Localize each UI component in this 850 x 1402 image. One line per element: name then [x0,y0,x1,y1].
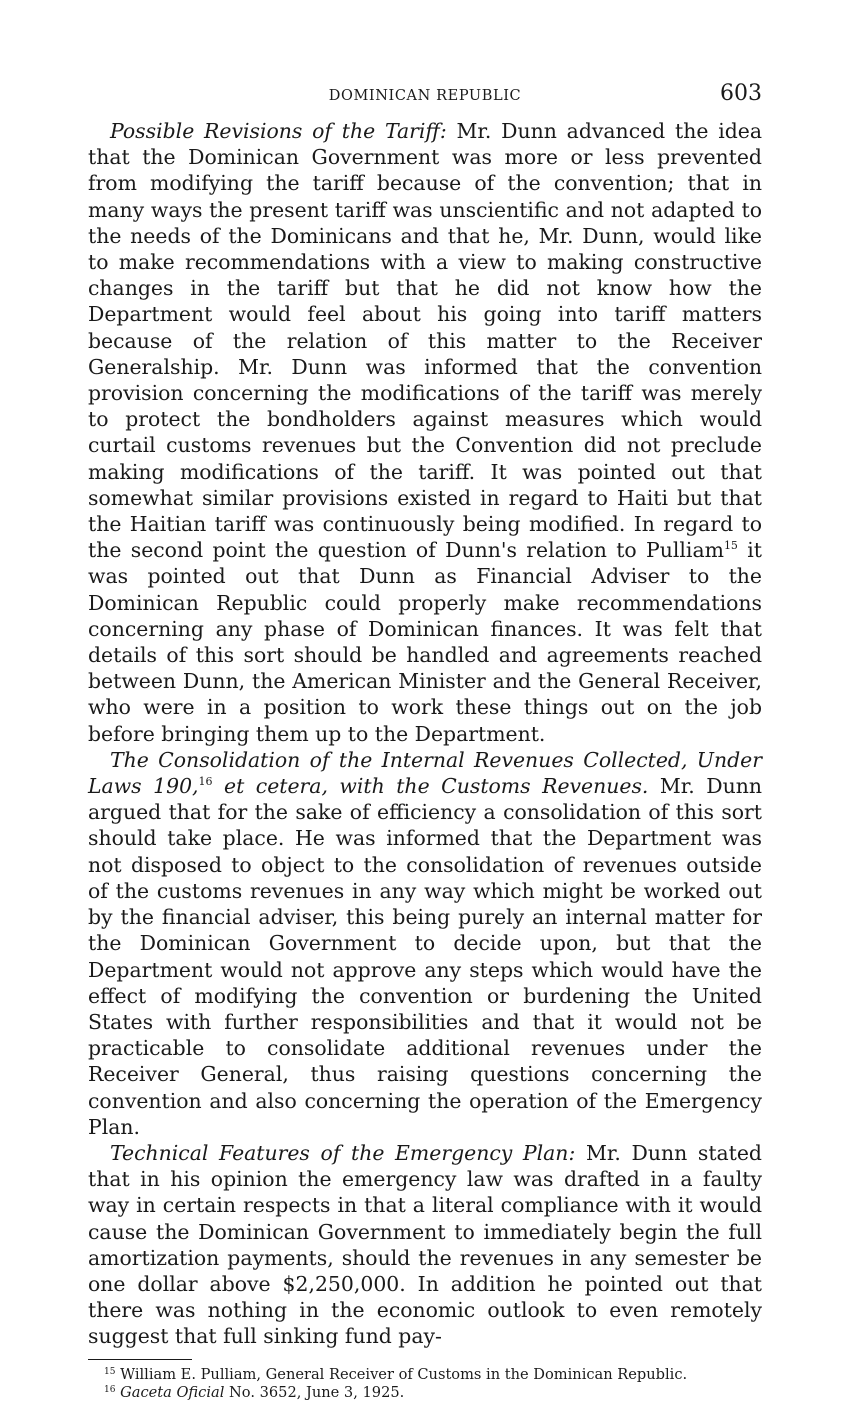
page-number: 603 [720,81,762,106]
footnote-text: William E. Pulliam, General Receiver of Customs in the Dominican Republic. [115,1365,688,1383]
footnote-reference: 16 [198,775,213,789]
paragraph-text: Mr. Dunn stated that in his opinion the emergency law was drafted in a faulty way in certain respects in that a literal compliance with it would cause the Dominican Government to immediately begin the full amortization payments, should the revenues in any semester be one dollar above $2,250,000. In addition he pointed out that there was nothing in the economic outlook to even remotely suggest that full sinking fund pay- [88,1140,762,1349]
footnote-text: No. 3652, June 3, 1925. [224,1383,405,1401]
paragraph-text: Mr. Dunn advanced the idea that the Dominican Government was more or less prevented from modifying the tariff because of the convention; that in many ways the present tariff was unscientific and not adapted to the needs of the Dominicans and that he, Mr. Dunn, would like to make recommendations with a view to making constructive changes in the tariff but that he did not know how the Department would feel about his going into tariff matters because of the relation of this matter to the Receiver Generalship. Mr. Dunn was informed that the convention provision concerning the modifications of the tariff was merely to protect the bondholders against measures which would curtail customs revenues but the Convention did not preclude making modifications of the tariff. It was pointed out that somewhat similar provisions existed in regard to Haiti but that the Haitian tariff was continuously being modified. In regard to the second point the question of Dunn's relation to Pulliam [88,119,762,563]
footnotes [88,1366,762,1402]
paragraph-heading: Possible Revisions of the Tariff: [110,119,447,143]
paragraph-text: it was pointed out that Dunn as Financial Adviser to the Dominican Republic could properly make recommendations concerning any phase of Dominican finances. It was felt that details of this sort should be handled and agreements reached between Dunn, the American Minister and the General Receiver, who were in a position to work these things out on the job before bringing them up to the Department. [88,538,762,746]
footnote-16 [88,1384,762,1402]
paragraph-heading: The Consolidation of the Internal Revenues Collected, Under Laws 190, [88,747,762,799]
paragraph-internal-revenues [88,747,762,1140]
page-header [88,80,762,118]
footnote-marker: 16 [104,1384,116,1395]
paragraph-text: Mr. Dunn argued that for the sake of efficiency a consolidation of this sort should take place. He was informed that the Department was not disposed to object to the consolidation of revenues outside of the customs revenues in any way which might be worked out by the financial adviser, this being purely an internal matter for the Dominican Government to decide upon, but that the Department would not approve any steps which would have the effect of modifying the convention or burdening the United States with further responsibilities and that it would not be practicable to consolidate additional revenues under the Receiver General, thus raising questions concerning the convention and also concerning the operation of the Emergency Plan. [88,774,763,1139]
paragraph-heading: Technical Features of the Emergency Plan: [110,1140,576,1165]
footnote-source-title: Gaceta Oficial [115,1383,225,1401]
paragraph-heading: et cetera, with the Customs Revenues. [212,774,649,799]
body-text [88,118,762,1350]
footnote-15 [88,1366,762,1384]
paragraph-tariff-revisions [88,118,762,747]
footnote-divider [88,1359,192,1360]
footnote-reference: 15 [723,539,738,553]
footnote-marker: 15 [104,1366,116,1377]
paragraph-emergency-plan [88,1140,762,1350]
document-page [88,80,762,1402]
running-head: DOMINICAN REPUBLIC [328,88,522,104]
